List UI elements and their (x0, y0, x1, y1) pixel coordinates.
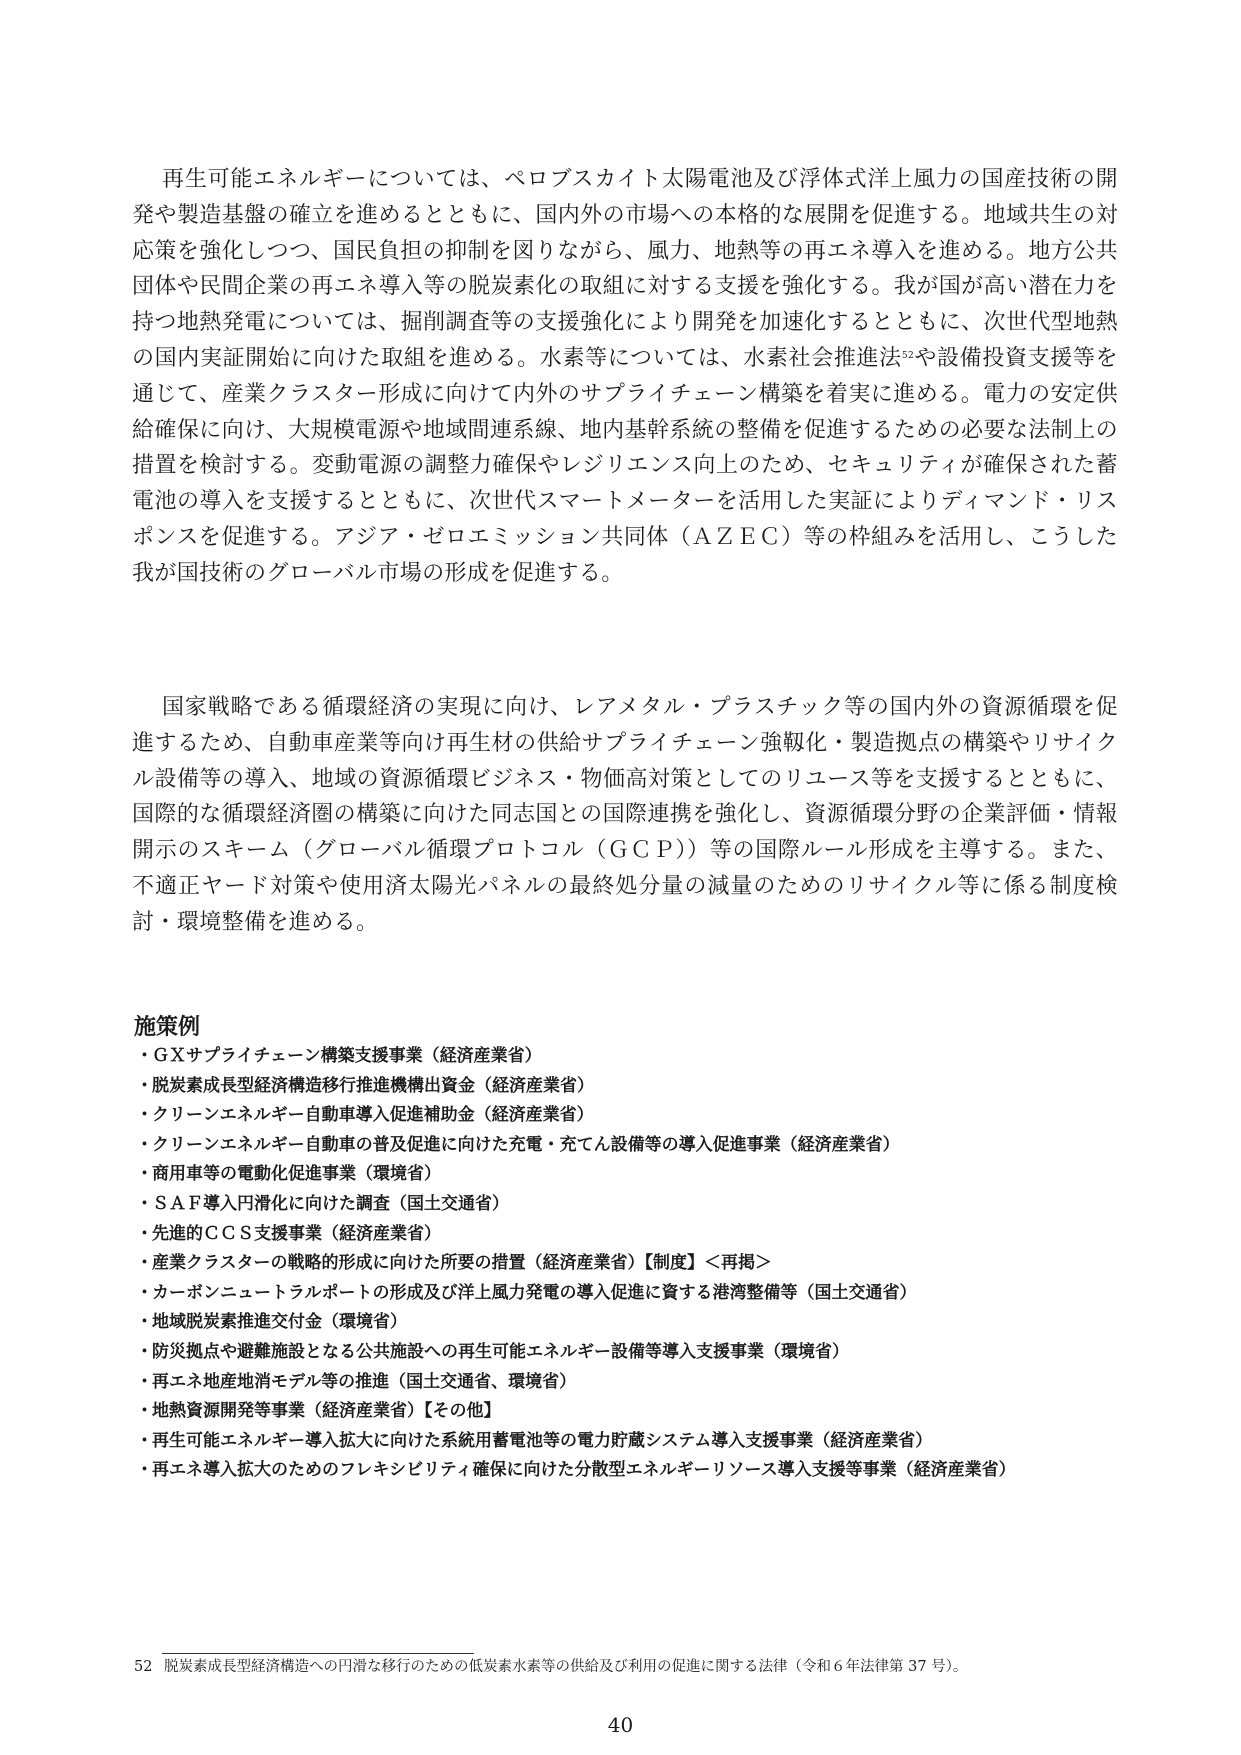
bullet: ・ (136, 1312, 153, 1333)
list-item (134, 1072, 1124, 1102)
list-item (134, 1368, 1124, 1398)
bullet: ・ (136, 1430, 153, 1451)
paragraph-renewable-energy (132, 162, 1118, 592)
bullet: ・ (136, 1341, 153, 1362)
list-item (134, 1338, 1124, 1368)
footnote-number: 52 (134, 1659, 153, 1675)
list-item (134, 1190, 1124, 1220)
list-item (134, 1160, 1124, 1190)
bullet: ・ (136, 1401, 153, 1422)
list-item-text: 地熱資源開発等事業（経済産業省）【その他】 (152, 1401, 501, 1422)
list-item-text: 再エネ導入拡大のためのフレキシビリティ確保に向けた分散型エネルギーリソース導入支援等事業（経済産業省） (152, 1460, 1016, 1481)
list-item-text: ＧＸサプライチェーン構築支援事業（経済産業省） (152, 1046, 542, 1066)
page-number: 40 (607, 1713, 634, 1737)
list-item (134, 1456, 1124, 1486)
list-item-text: クリーンエネルギー自動車の普及促進に向けた充電・充てん設備等の導入促進事業（経済産業省） (152, 1134, 900, 1155)
footnote (134, 1658, 1120, 1677)
list-item-text: ＳＡＦ導入円滑化に向けた調査（国土交通省） (152, 1193, 509, 1214)
list-item (134, 1427, 1124, 1457)
measures-list (134, 1042, 1124, 1486)
bullet: ・ (136, 1460, 153, 1481)
list-item (134, 1101, 1124, 1131)
list-item-text: 防災拠点や避難施設となる公共施設への再生可能エネルギー設備等導入支援事業（環境省） (152, 1341, 849, 1362)
list-item-text: 先進的ＣＣＳ支援事業（経済産業省） (152, 1223, 441, 1244)
list-item-text: クリーンエネルギー自動車導入促進補助金（経済産業省） (152, 1105, 594, 1126)
paragraph-text-part1: 再生可能エネルギーについては、ペロブスカイト太陽電池及び浮体式洋上風力の国産技術の開発や製造基盤の確立を進めるとともに、国内外の市場への本格的な展開を促進する。地域共生の対応策を強化しつつ、国民負担の抑制を図りながら、風力、地熱等の再エネ導入を進める。地方公共団体や民間企業の再エネ導入等の脱炭素化の取組に対する支援を強化する。我が国が高い潜在力を持つ地熱発電については、掘削調査等の支援強化により開発を加速化するとともに、次世代型地熱の国内実証開始に向けた取組を進める。水素等については、水素社会推進法 (132, 167, 1118, 371)
bullet: ・ (136, 1134, 153, 1155)
paragraph-circular-economy (132, 690, 1118, 941)
list-item-text: 再生可能エネルギー導入拡大に向けた系統用蓄電池等の電力貯蔵システム導入支援事業（経済産業省） (152, 1430, 933, 1451)
paragraph-text-part2: や設備投資支援等を通じて、産業クラスター形成に向けて内外のサプライチェーン構築を着実に進める。電力の安定供給確保に向け、大規模電源や地域間連系線、地内基幹系統の整備を促進するための必要な法制上の措置を検討する。変動電源の調整力確保やレジリエンス向上のため、セキュリティが確保された蓄電池の導入を支援するとともに、次世代スマートメーターを活用した実証によりディマンド・リスポンスを促進する。アジア・ゼロエミッション共同体（ＡＺＥＣ）等の枠組みを活用し、こうした我が国技術のグローバル市場の形成を促進する。 (132, 345, 1118, 586)
list-item-text: カーボンニュートラルポートの形成及び洋上風力発電の導入促進に資する港湾整備等（国土交通省） (152, 1282, 917, 1303)
bullet: ・ (136, 1164, 153, 1185)
bullet: ・ (136, 1105, 153, 1126)
list-item (134, 1220, 1124, 1250)
list-item (134, 1308, 1124, 1338)
bullet: ・ (136, 1253, 153, 1274)
bullet: ・ (136, 1223, 153, 1244)
list-item-text: 再エネ地産地消モデル等の推進（国土交通省、環境省） (152, 1371, 577, 1392)
bullet: ・ (136, 1075, 153, 1096)
bullet: ・ (136, 1371, 153, 1392)
paragraph-text: 国家戦略である循環経済の実現に向け、レアメタル・プラスチック等の国内外の資源循環を促進するため、自動車産業等向け再生材の供給サプライチェーン強靱化・製造拠点の構築やリサイクル設備等の導入、地域の資源循環ビジネス・物価高対策としてのリユース等を支援するとともに、国際的な循環経済圏の構築に向けた同志国との国際連携を強化し、資源循環分野の企業評価・情報開示のスキーム（グローバル循環プロトコル（ＧＣＰ））等の国際ルール形成を主導する。また、不適正ヤード対策や使用済太陽光パネルの最終処分量の減量のためのリサイクル等に係る制度検討・環境整備を進める。 (132, 695, 1118, 935)
list-item (134, 1279, 1124, 1309)
list-item-text: 商用車等の電動化促進事業（環境省） (152, 1164, 441, 1185)
footnote-separator (162, 1653, 474, 1654)
list-item-text: 脱炭素成長型経済構造移行推進機構出資金（経済産業省） (152, 1075, 594, 1096)
bullet: ・ (136, 1282, 153, 1303)
bullet: ・ (136, 1046, 153, 1066)
list-item (134, 1131, 1124, 1161)
measures-heading: 施策例 (134, 1015, 201, 1040)
list-item (134, 1397, 1124, 1427)
bullet: ・ (136, 1193, 153, 1214)
footnote-text: 脱炭素成長型経済構造への円滑な移行のための低炭素水素等の供給及び利用の促進に関する法律（令和６年法律第 37 号）。 (164, 1659, 968, 1675)
list-item-text: 地域脱炭素推進交付金（環境省） (152, 1312, 407, 1333)
footnote-reference[interactable]: 52 (901, 350, 915, 361)
list-item (134, 1249, 1124, 1279)
list-item (134, 1042, 1124, 1072)
list-item-text: 産業クラスターの戦略的形成に向けた所要の措置（経済産業省）【制度】＜再掲＞ (152, 1253, 772, 1274)
